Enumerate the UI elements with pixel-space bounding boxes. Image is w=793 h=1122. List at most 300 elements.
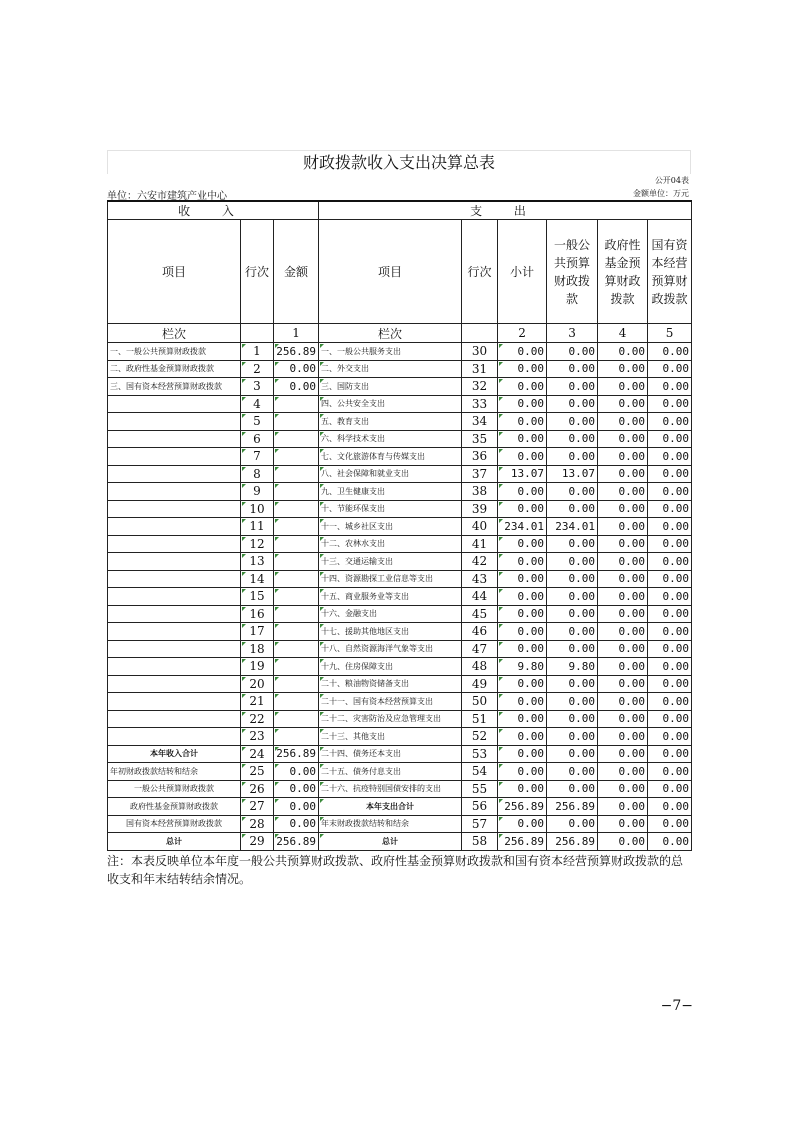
capital-value: 0.00 [648, 623, 692, 641]
unit-label: 单位：六安市建筑产业中心 [107, 191, 227, 202]
table-row [108, 343, 692, 361]
income-section-header: 收 入 [108, 201, 319, 220]
income-amount [274, 553, 319, 571]
income-row-no: 5 [241, 413, 274, 431]
expense-item: 年末财政拨款结转和结余 [319, 815, 462, 833]
expense-item: 十、节能环保支出 [319, 500, 462, 518]
subtotal-value: 0.00 [498, 570, 547, 588]
income-item: 年初财政拨款结转和结余 [108, 763, 241, 781]
income-amount [274, 605, 319, 623]
table-row [108, 413, 692, 431]
capital-value: 0.00 [648, 483, 692, 501]
capital-value: 0.00 [648, 815, 692, 833]
general-value: 0.00 [547, 413, 598, 431]
income-row-no: 22 [241, 710, 274, 728]
income-item [108, 728, 241, 746]
general-value: 13.07 [547, 465, 598, 483]
expense-row-no: 42 [462, 553, 498, 571]
fund-value: 0.00 [598, 448, 648, 466]
table-row [108, 360, 692, 378]
fund-value: 0.00 [598, 710, 648, 728]
expense-item: 二十三、其他支出 [319, 728, 462, 746]
table-row [108, 605, 692, 623]
income-item [108, 693, 241, 711]
capital-value: 0.00 [648, 640, 692, 658]
expense-row-no: 35 [462, 430, 498, 448]
income-amount [274, 570, 319, 588]
table-row [108, 780, 692, 798]
table-row [108, 518, 692, 536]
expense-row-no: 45 [462, 605, 498, 623]
subtotal-value: 0.00 [498, 605, 547, 623]
income-amount: 0.00 [274, 763, 319, 781]
income-amount [274, 588, 319, 606]
lanci-empty2 [462, 324, 498, 343]
income-amount [274, 430, 319, 448]
income-item [108, 465, 241, 483]
income-item [108, 588, 241, 606]
general-value: 0.00 [547, 815, 598, 833]
subtotal-value: 0.00 [498, 448, 547, 466]
table-row [108, 798, 692, 816]
income-item [108, 500, 241, 518]
fund-value: 0.00 [598, 745, 648, 763]
income-item: 总计 [108, 833, 241, 851]
income-row-no: 26 [241, 780, 274, 798]
fund-value: 0.00 [598, 833, 648, 851]
income-row-no: 2 [241, 360, 274, 378]
income-row-no: 10 [241, 500, 274, 518]
income-amount: 256.89 [274, 343, 319, 361]
expense-row-no: 55 [462, 780, 498, 798]
income-row-no: 28 [241, 815, 274, 833]
general-value: 256.89 [547, 833, 598, 851]
general-value: 0.00 [547, 588, 598, 606]
expense-item: 十六、金融支出 [319, 605, 462, 623]
income-item: 国有资本经营预算财政拨款 [108, 815, 241, 833]
budget-table [107, 200, 692, 851]
fund-value: 0.00 [598, 343, 648, 361]
income-row-no: 23 [241, 728, 274, 746]
income-amount [274, 728, 319, 746]
fund-value: 0.00 [598, 535, 648, 553]
expense-row-no: 50 [462, 693, 498, 711]
fund-value: 0.00 [598, 605, 648, 623]
income-row-no: 16 [241, 605, 274, 623]
fund-value: 0.00 [598, 658, 648, 676]
table-row [108, 588, 692, 606]
income-item [108, 710, 241, 728]
expense-row-no: 30 [462, 343, 498, 361]
subtotal-value: 0.00 [498, 693, 547, 711]
general-value: 0.00 [547, 553, 598, 571]
subtotal-value: 0.00 [498, 535, 547, 553]
subtotal-value: 0.00 [498, 553, 547, 571]
capital-value: 0.00 [648, 798, 692, 816]
table-row [108, 693, 692, 711]
expense-item: 十九、住房保障支出 [319, 658, 462, 676]
subtotal-value: 0.00 [498, 343, 547, 361]
expense-item: 一、一般公共服务支出 [319, 343, 462, 361]
subtotal-value: 0.00 [498, 500, 547, 518]
income-amount [274, 465, 319, 483]
general-value: 0.00 [547, 535, 598, 553]
general-value: 234.01 [547, 518, 598, 536]
income-row-no: 25 [241, 763, 274, 781]
income-item [108, 448, 241, 466]
subtotal-value: 0.00 [498, 430, 547, 448]
income-row-no: 24 [241, 745, 274, 763]
subtotal-value: 0.00 [498, 675, 547, 693]
subtotal-value: 0.00 [498, 378, 547, 396]
general-value: 0.00 [547, 710, 598, 728]
subtotal-value: 0.00 [498, 780, 547, 798]
subtotal-value: 0.00 [498, 395, 547, 413]
general-value: 9.80 [547, 658, 598, 676]
table-row [108, 745, 692, 763]
income-item [108, 518, 241, 536]
general-value: 0.00 [547, 623, 598, 641]
general-value: 0.00 [547, 745, 598, 763]
footnote: 注：本表反映单位本年度一般公共预算财政拨款、政府性基金预算财政拨款和国有资本经营预算财政拨款的总收支和年末结转结余情况。 [107, 853, 684, 886]
income-item [108, 570, 241, 588]
fund-value: 0.00 [598, 798, 648, 816]
income-row-no: 12 [241, 535, 274, 553]
expense-row-no: 40 [462, 518, 498, 536]
expense-row-no: 38 [462, 483, 498, 501]
capital-value: 0.00 [648, 658, 692, 676]
fund-value: 0.00 [598, 395, 648, 413]
expense-item: 十四、资源勘探工业信息等支出 [319, 570, 462, 588]
amount-unit: 金额单位：万元 [633, 189, 689, 198]
expense-row-no: 41 [462, 535, 498, 553]
report-sheet [107, 150, 691, 888]
expense-item: 二十二、灾害防治及应急管理支出 [319, 710, 462, 728]
general-value: 0.00 [547, 763, 598, 781]
income-item [108, 395, 241, 413]
subtotal-value: 0.00 [498, 483, 547, 501]
income-item: 本年收入合计 [108, 745, 241, 763]
table-row [108, 623, 692, 641]
income-item [108, 413, 241, 431]
general-value: 0.00 [547, 605, 598, 623]
expense-item: 总计 [319, 833, 462, 851]
capital-value: 0.00 [648, 570, 692, 588]
expense-row-no: 44 [462, 588, 498, 606]
expense-row-no: 51 [462, 710, 498, 728]
table-row [108, 430, 692, 448]
capital-value: 0.00 [648, 360, 692, 378]
expense-row-no: 46 [462, 623, 498, 641]
income-row-no: 20 [241, 675, 274, 693]
table-row [108, 535, 692, 553]
fund-value: 0.00 [598, 693, 648, 711]
expense-row-no: 34 [462, 413, 498, 431]
general-value: 0.00 [547, 728, 598, 746]
income-row-no: 9 [241, 483, 274, 501]
col-subtotal: 小计 [498, 220, 547, 324]
lanci-c2: 2 [498, 324, 547, 343]
income-item: 一般公共预算财政拨款 [108, 780, 241, 798]
capital-value: 0.00 [648, 780, 692, 798]
income-amount [274, 623, 319, 641]
table-row [108, 483, 692, 501]
expense-item: 二十六、抗疫特别国债安排的支出 [319, 780, 462, 798]
expense-row-no: 36 [462, 448, 498, 466]
fund-value: 0.00 [598, 815, 648, 833]
expense-item: 十八、自然资源海洋气象等支出 [319, 640, 462, 658]
subtotal-value: 0.00 [498, 728, 547, 746]
expense-item: 二十一、国有资本经营预算支出 [319, 693, 462, 711]
income-row-no: 11 [241, 518, 274, 536]
table-row [108, 675, 692, 693]
capital-value: 0.00 [648, 378, 692, 396]
expense-item: 十三、交通运输支出 [319, 553, 462, 571]
capital-value: 0.00 [648, 553, 692, 571]
capital-value: 0.00 [648, 745, 692, 763]
income-row-no: 21 [241, 693, 274, 711]
col-general: 一般公共预算财政拨款 [547, 220, 598, 324]
subtotal-value: 0.00 [498, 763, 547, 781]
capital-value: 0.00 [648, 500, 692, 518]
expense-row-no: 53 [462, 745, 498, 763]
subtotal-value: 0.00 [498, 815, 547, 833]
general-value: 0.00 [547, 360, 598, 378]
income-row-no: 1 [241, 343, 274, 361]
table-row [108, 833, 692, 851]
expense-row-no: 56 [462, 798, 498, 816]
capital-value: 0.00 [648, 535, 692, 553]
income-amount: 0.00 [274, 378, 319, 396]
income-item [108, 640, 241, 658]
expense-item: 十五、商业服务业等支出 [319, 588, 462, 606]
table-row [108, 710, 692, 728]
capital-value: 0.00 [648, 710, 692, 728]
expense-row-no: 58 [462, 833, 498, 851]
income-amount [274, 693, 319, 711]
capital-value: 0.00 [648, 605, 692, 623]
capital-value: 0.00 [648, 763, 692, 781]
fund-value: 0.00 [598, 360, 648, 378]
table-row [108, 448, 692, 466]
income-amount: 0.00 [274, 798, 319, 816]
subtotal-value: 9.80 [498, 658, 547, 676]
capital-value: 0.00 [648, 465, 692, 483]
expense-item: 八、社会保障和就业支出 [319, 465, 462, 483]
expense-item: 十七、援助其他地区支出 [319, 623, 462, 641]
general-value: 0.00 [547, 378, 598, 396]
fund-value: 0.00 [598, 675, 648, 693]
report-title: 财政拨款收入支出决算总表 [107, 150, 691, 174]
income-item: 二、政府性基金预算财政拨款 [108, 360, 241, 378]
lanci-label2: 栏次 [319, 324, 462, 343]
income-amount [274, 710, 319, 728]
income-item [108, 483, 241, 501]
subtotal-value: 13.07 [498, 465, 547, 483]
income-amount: 0.00 [274, 815, 319, 833]
income-amount: 256.89 [274, 745, 319, 763]
general-value: 0.00 [547, 395, 598, 413]
income-amount [274, 483, 319, 501]
fund-value: 0.00 [598, 500, 648, 518]
income-amount [274, 518, 319, 536]
general-value: 0.00 [547, 430, 598, 448]
income-row-no: 18 [241, 640, 274, 658]
fund-value: 0.00 [598, 728, 648, 746]
lanci-row [108, 324, 692, 343]
expense-row-no: 52 [462, 728, 498, 746]
income-row-no: 6 [241, 430, 274, 448]
capital-value: 0.00 [648, 343, 692, 361]
col-item2: 项目 [319, 220, 462, 324]
lanci-label: 栏次 [108, 324, 241, 343]
expense-row-no: 33 [462, 395, 498, 413]
income-row-no: 19 [241, 658, 274, 676]
lanci-c4: 4 [598, 324, 648, 343]
general-value: 0.00 [547, 483, 598, 501]
fund-value: 0.00 [598, 640, 648, 658]
page-number: −7− [660, 998, 693, 1014]
expense-item: 三、国防支出 [319, 378, 462, 396]
column-header-row [108, 220, 692, 324]
income-amount: 0.00 [274, 360, 319, 378]
income-amount: 256.89 [274, 833, 319, 851]
expense-row-no: 49 [462, 675, 498, 693]
fund-value: 0.00 [598, 413, 648, 431]
expense-row-no: 47 [462, 640, 498, 658]
income-amount [274, 535, 319, 553]
income-amount: 0.00 [274, 780, 319, 798]
table-row [108, 763, 692, 781]
col-item: 项目 [108, 220, 241, 324]
income-row-no: 17 [241, 623, 274, 641]
fund-value: 0.00 [598, 570, 648, 588]
expense-item: 十二、农林水支出 [319, 535, 462, 553]
table-row [108, 728, 692, 746]
table-row [108, 465, 692, 483]
table-row [108, 553, 692, 571]
income-item: 三、国有资本经营预算财政拨款 [108, 378, 241, 396]
unit-row [107, 186, 691, 200]
table-row [108, 395, 692, 413]
subtotal-value: 0.00 [498, 360, 547, 378]
table-row [108, 378, 692, 396]
income-item [108, 658, 241, 676]
lanci-empty [241, 324, 274, 343]
col-row: 行次 [241, 220, 274, 324]
expense-item: 六、科学技术支出 [319, 430, 462, 448]
subtotal-value: 0.00 [498, 710, 547, 728]
income-item [108, 430, 241, 448]
lanci-c5: 5 [648, 324, 692, 343]
fund-value: 0.00 [598, 378, 648, 396]
income-item: 一、一般公共预算财政拨款 [108, 343, 241, 361]
general-value: 0.00 [547, 675, 598, 693]
income-row-no: 14 [241, 570, 274, 588]
table-row [108, 815, 692, 833]
income-amount [274, 500, 319, 518]
section-header-row [108, 201, 692, 220]
expense-item: 二十、粮油物资储备支出 [319, 675, 462, 693]
expense-item: 本年支出合计 [319, 798, 462, 816]
expense-item: 四、公共安全支出 [319, 395, 462, 413]
subtotal-value: 0.00 [498, 745, 547, 763]
income-item [108, 675, 241, 693]
subtotal-value: 256.89 [498, 833, 547, 851]
expense-item: 二、外交支出 [319, 360, 462, 378]
fund-value: 0.00 [598, 553, 648, 571]
income-item [108, 623, 241, 641]
general-value: 0.00 [547, 500, 598, 518]
lanci-c3: 3 [547, 324, 598, 343]
capital-value: 0.00 [648, 448, 692, 466]
income-item [108, 605, 241, 623]
subtotal-value: 0.00 [498, 413, 547, 431]
fund-value: 0.00 [598, 763, 648, 781]
expense-row-no: 32 [462, 378, 498, 396]
col-amount: 金额 [274, 220, 319, 324]
col-fund: 政府性基金预算财政拨款 [598, 220, 648, 324]
capital-value: 0.00 [648, 693, 692, 711]
general-value: 256.89 [547, 798, 598, 816]
capital-value: 0.00 [648, 395, 692, 413]
col-capital: 国有资本经营预算财政拨款 [648, 220, 692, 324]
expense-section-header: 支 出 [319, 201, 692, 220]
expense-row-no: 43 [462, 570, 498, 588]
income-row-no: 8 [241, 465, 274, 483]
form-code: 公开04表 [654, 176, 689, 185]
income-amount [274, 640, 319, 658]
fund-value: 0.00 [598, 430, 648, 448]
income-item [108, 553, 241, 571]
table-row [108, 640, 692, 658]
fund-value: 0.00 [598, 780, 648, 798]
subtotal-value: 0.00 [498, 588, 547, 606]
income-row-no: 3 [241, 378, 274, 396]
income-item: 政府性基金预算财政拨款 [108, 798, 241, 816]
expense-row-no: 31 [462, 360, 498, 378]
expense-row-no: 39 [462, 500, 498, 518]
fund-value: 0.00 [598, 588, 648, 606]
capital-value: 0.00 [648, 518, 692, 536]
income-amount [274, 675, 319, 693]
table-row [108, 500, 692, 518]
fund-value: 0.00 [598, 623, 648, 641]
expense-row-no: 57 [462, 815, 498, 833]
fund-value: 0.00 [598, 465, 648, 483]
table-row [108, 570, 692, 588]
capital-value: 0.00 [648, 675, 692, 693]
income-amount [274, 658, 319, 676]
subtotal-value: 256.89 [498, 798, 547, 816]
expense-item: 十一、城乡社区支出 [319, 518, 462, 536]
expense-item: 九、卫生健康支出 [319, 483, 462, 501]
general-value: 0.00 [547, 570, 598, 588]
general-value: 0.00 [547, 780, 598, 798]
general-value: 0.00 [547, 640, 598, 658]
income-row-no: 29 [241, 833, 274, 851]
fund-value: 0.00 [598, 483, 648, 501]
capital-value: 0.00 [648, 728, 692, 746]
income-amount [274, 395, 319, 413]
expense-row-no: 48 [462, 658, 498, 676]
income-amount [274, 448, 319, 466]
expense-item: 二十四、债务还本支出 [319, 745, 462, 763]
subtotal-value: 0.00 [498, 640, 547, 658]
capital-value: 0.00 [648, 413, 692, 431]
expense-item: 五、教育支出 [319, 413, 462, 431]
subtotal-value: 0.00 [498, 623, 547, 641]
